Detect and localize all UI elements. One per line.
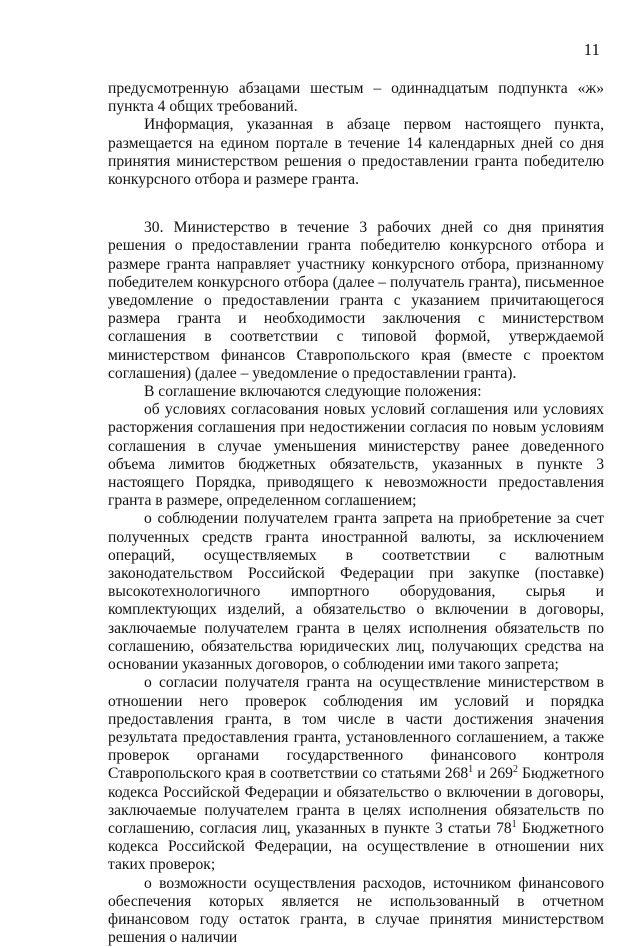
paragraph-agreement-provisions-intro: В соглашение включаются следующие положения: bbox=[144, 383, 482, 401]
superscript: 1 bbox=[468, 764, 474, 776]
superscript: 1 bbox=[511, 818, 517, 830]
paragraph-continuation: предусмотренную абзацами шестым – одиннадцатым подпункта «ж» пункта 4 общих требований. bbox=[108, 80, 604, 116]
text-segment: о согласии получателя гранта на осуществление министерством в отношении него проверок соблюдения им условий и порядка предоставления гранта, в том числе в части достижения значения результата предоставления гранта, установленного соглашением, а также проверок органами государственного финансового контроля Ставропольского края в соответствии со статьями 268 bbox=[108, 674, 604, 783]
paragraph-information-publication: Информация, указанная в абзаце первом настоящего пункта, размещается на едином портале в течение 14 календарных дней со дня принятия министерством решения о предоставлении гранта победителю конкурсного отбора и размере гранта. bbox=[108, 116, 604, 189]
paragraph-item-30: 30. Министерство в течение 3 рабочих дней со дня принятия решения о предоставлении гранта победителю конкурсного отбора и размере гранта направляет участнику конкурсного отбора, признанному победителем конкурсного отбора (далее – получатель гранта), письменное уведомление о предоставлении гранта с указанием причитающегося размера гранта и необходимости заключения с министерством соглашения в соответствии с типовой формой, утверждаемой министерством финансов Ставропольского края (вместе с проектом соглашения) (далее – уведомление о предоставлении гранта). bbox=[108, 219, 604, 382]
text-segment: Бюджетного кодекса Российской Федерации, на осуществление в отношении них таких проверок; bbox=[108, 819, 604, 874]
paragraph-currency-ban: о соблюдении получателем гранта запрета на приобретение за счет полученных средств гранта иностранной валюты, за исключением операций, осуществляемых в соответствии с валютным законодательством Российской Федерации при закупке (поставке) высокотехнологичного импортного оборудования, сырья и комплектующих изделий, а обязательство о включении в договоры, заключаемые получателем гранта в целях исполнения обязательств по соглашению, обязательства юридических лиц, получающих средства на основании указанных договоров, о соблюдении ими такого запрета; bbox=[108, 510, 604, 674]
superscript: 2 bbox=[512, 764, 518, 776]
text-segment: и 269 bbox=[473, 765, 513, 783]
document-body bbox=[108, 80, 604, 947]
page-number: 11 bbox=[583, 40, 600, 59]
paragraph-agreement-terms-change: об условиях согласования новых условий соглашения или условиях расторжения соглашения при недостижении согласия по новым условиям соглашения в случае уменьшения министерству ранее доведенного объема лимитов бюджетных обязательств, указанных в пункте 3 настоящего Порядка, приводящего к невозможности предоставления гранта в размере, определенном соглашением; bbox=[108, 401, 604, 510]
paragraph-unused-balance: о возможности осуществления расходов, источником финансового обеспечения которых является не использованный в отчетном финансовом году остаток гранта, в случае принятия министерством решения о наличии bbox=[108, 874, 604, 947]
paragraph-inspection-consent bbox=[108, 674, 604, 874]
text-segment: Бюджетного кодекса Российской Федерации и обязательство о включении в договоры, заключаемые получателем гранта в целях исполнения обязательств по соглашению, согласия лиц, указанных в пункте 3 статьи 78 bbox=[108, 765, 604, 837]
